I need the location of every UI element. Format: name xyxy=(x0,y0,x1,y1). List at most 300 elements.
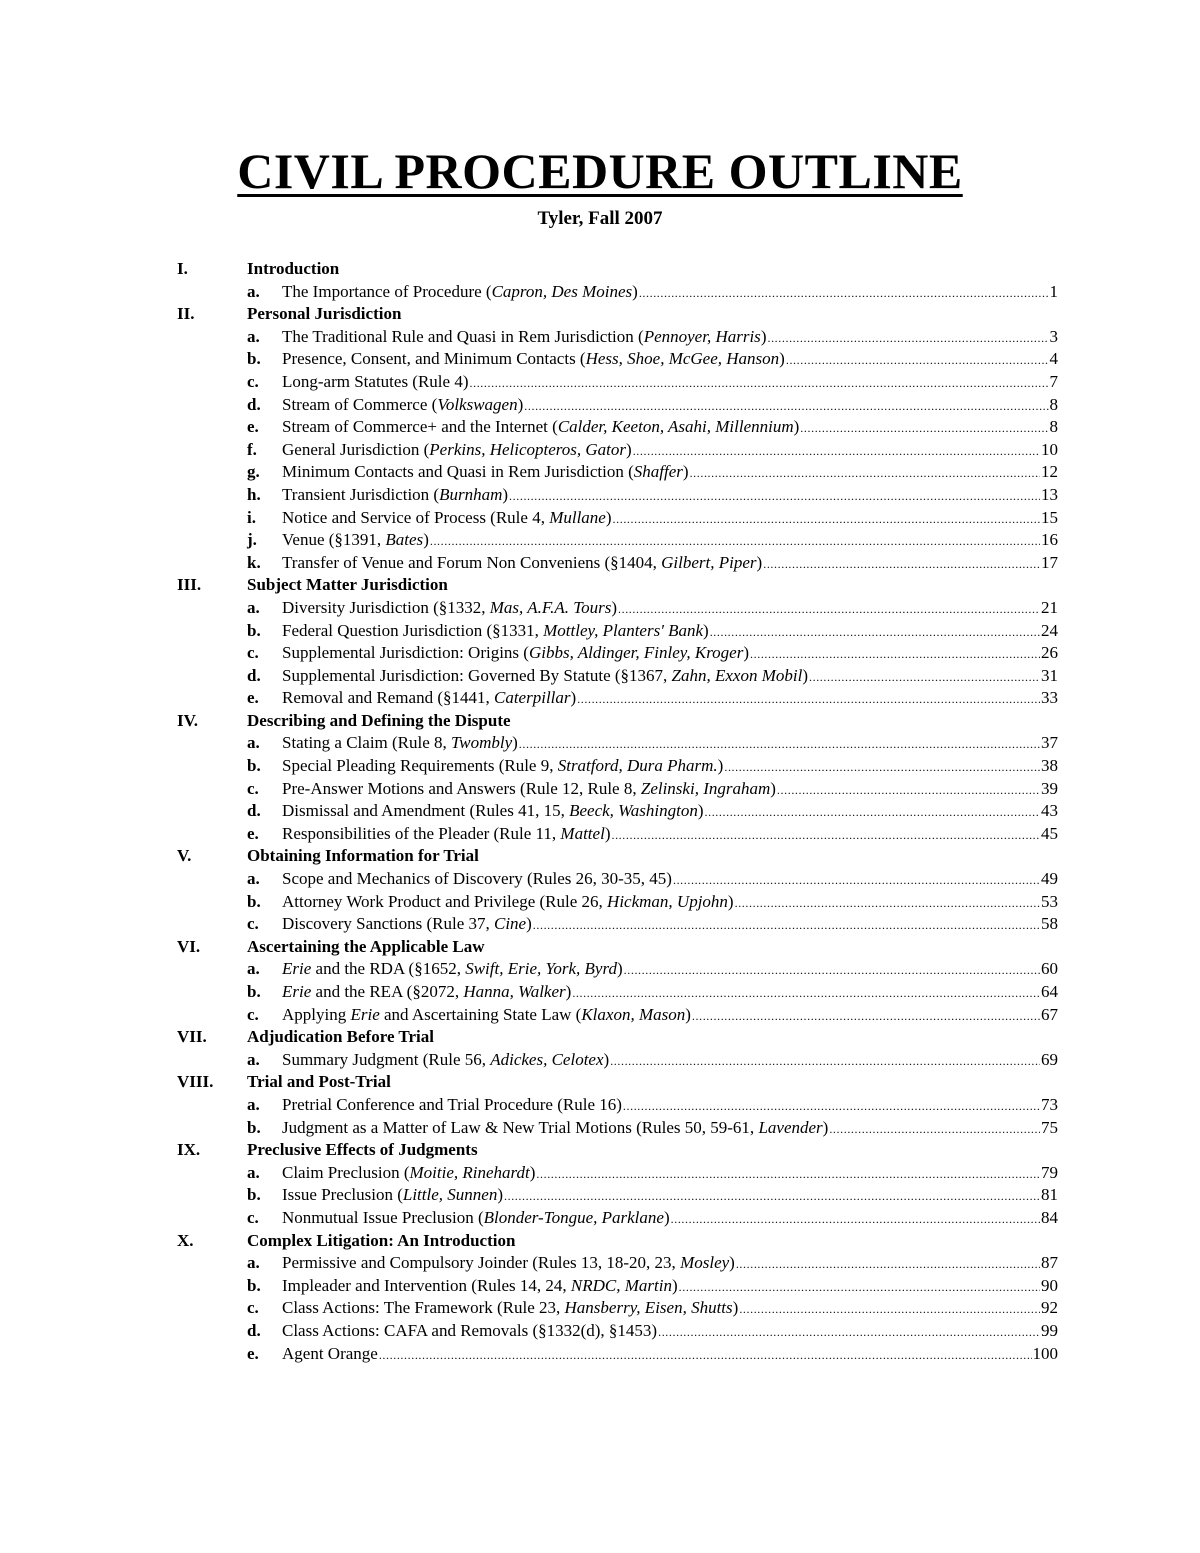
entry-title xyxy=(282,958,623,981)
section-number: VII. xyxy=(177,1027,207,1047)
case-name: Stratford, Dura Pharm. xyxy=(557,756,718,776)
entry-line xyxy=(282,687,1058,711)
entry-text-fragment: Discovery Sanctions (Rule 37, xyxy=(282,914,494,934)
dot-leader xyxy=(690,462,1040,485)
page-number: 26 xyxy=(1041,643,1058,663)
toc-entry[interactable] xyxy=(0,1275,1200,1298)
entry-letter: e. xyxy=(247,823,259,843)
entry-line xyxy=(282,823,1058,847)
entry-line xyxy=(282,665,1058,689)
section-heading-row xyxy=(0,936,1200,959)
entry-letter: h. xyxy=(247,484,261,504)
dot-leader xyxy=(611,824,1040,847)
entry-line xyxy=(282,891,1058,915)
entry-letter: d. xyxy=(247,665,261,685)
entry-line xyxy=(282,1184,1058,1208)
table-of-contents xyxy=(0,258,1200,1365)
entry-letter: a. xyxy=(247,733,260,753)
toc-entry[interactable] xyxy=(0,755,1200,778)
entry-letter: c. xyxy=(247,914,259,934)
page-number: 8 xyxy=(1049,394,1058,414)
entry-line xyxy=(282,778,1058,802)
dot-leader xyxy=(710,621,1040,644)
dot-leader xyxy=(809,666,1040,689)
section-title: Personal Jurisdiction xyxy=(247,304,402,324)
dot-leader xyxy=(800,417,1048,440)
entry-line xyxy=(282,1275,1058,1299)
entry-line xyxy=(282,529,1058,553)
toc-entry[interactable] xyxy=(0,1004,1200,1027)
entry-text-fragment: ) xyxy=(822,1117,829,1137)
toc-entry[interactable] xyxy=(0,981,1200,1004)
entry-text-fragment: Diversity Jurisdiction (§1332, xyxy=(282,597,490,617)
case-name: Swift, Erie, York, Byrd xyxy=(465,959,617,979)
page-number: 67 xyxy=(1041,1004,1058,1024)
entry-text-fragment: ) xyxy=(512,733,518,753)
section-heading-row xyxy=(0,1026,1200,1049)
toc-entry[interactable] xyxy=(0,1320,1200,1343)
entry-letter: g. xyxy=(247,462,260,482)
dot-leader xyxy=(536,1163,1040,1186)
toc-entry[interactable] xyxy=(0,642,1200,665)
case-name: Capron, Des Moines xyxy=(491,281,633,301)
entry-letter: e. xyxy=(247,417,259,437)
entry-text-fragment: Judgment as a Matter of Law & New Trial Motions (Rules 50, 59-61, xyxy=(282,1117,759,1137)
page-number: 69 xyxy=(1041,1049,1058,1069)
section-heading-row xyxy=(0,303,1200,326)
dot-leader xyxy=(577,688,1040,711)
page-number: 21 xyxy=(1041,597,1058,617)
entry-line xyxy=(282,1117,1058,1141)
entry-text-fragment: and the RDA (§1652, xyxy=(311,959,466,979)
entry-text-fragment: ) xyxy=(729,1253,735,1273)
entry-text-fragment: and Ascertaining State Law ( xyxy=(379,1004,582,1024)
entry-title xyxy=(282,868,672,891)
dot-leader xyxy=(470,372,1049,395)
entry-text-fragment: Permissive and Compulsory Joinder (Rules 13, 18-20, 23, xyxy=(282,1253,681,1273)
case-name: Perkins, Helicopteros, Gator xyxy=(429,439,627,459)
case-name: Burnham xyxy=(439,484,503,504)
toc-entry[interactable] xyxy=(0,1343,1200,1366)
section-title: Subject Matter Jurisdiction xyxy=(247,575,448,595)
dot-leader xyxy=(763,553,1040,576)
entry-text-fragment: Venue (§1391, xyxy=(282,530,386,550)
section-number: II. xyxy=(177,304,195,324)
toc-entry[interactable] xyxy=(0,732,1200,755)
entry-line xyxy=(282,1252,1058,1276)
entry-text-fragment: ) xyxy=(565,982,572,1001)
entry-letter: a. xyxy=(247,959,260,979)
entry-text-fragment: Responsibilities of the Pleader (Rule 11, xyxy=(282,823,561,843)
entry-text-fragment: Federal Question Jurisdiction (§1331, xyxy=(282,620,544,640)
entry-text-fragment: ) xyxy=(604,823,611,843)
entry-title xyxy=(282,642,749,665)
entry-text-fragment: ) xyxy=(697,801,704,821)
dot-leader xyxy=(430,530,1040,553)
entry-title xyxy=(282,371,469,394)
page-number: 75 xyxy=(1041,1117,1058,1137)
entry-text-fragment: ) xyxy=(603,1049,610,1069)
section-title: Obtaining Information for Trial xyxy=(247,846,479,866)
entry-letter: c. xyxy=(247,1004,259,1024)
entry-text-fragment: Transient Jurisdiction ( xyxy=(282,484,440,504)
entry-text-fragment: Summary Judgment (Rule 56, xyxy=(282,1049,491,1069)
dot-leader xyxy=(658,1321,1040,1344)
dot-leader xyxy=(519,733,1040,756)
case-name: Pennoyer, Harris xyxy=(643,326,761,346)
entry-text-fragment: ) xyxy=(626,439,632,459)
toc-entry[interactable] xyxy=(0,552,1200,575)
page-number: 49 xyxy=(1041,869,1058,889)
dot-leader xyxy=(724,756,1040,779)
page-number: 87 xyxy=(1041,1253,1058,1273)
section-title: Trial and Post-Trial xyxy=(247,1072,391,1092)
entry-letter: a. xyxy=(247,1253,260,1273)
entry-line xyxy=(282,439,1058,463)
case-name: Caterpillar xyxy=(494,688,571,708)
entry-text-fragment: ) xyxy=(717,756,724,776)
page-number: 58 xyxy=(1041,914,1058,934)
entry-line xyxy=(282,461,1058,485)
page-number: 92 xyxy=(1041,1298,1058,1318)
case-name: Cine xyxy=(494,914,527,934)
page-number: 3 xyxy=(1049,326,1058,346)
entry-text-fragment: Special Pleading Requirements (Rule 9, xyxy=(282,756,558,776)
toc-entry[interactable] xyxy=(0,326,1200,349)
entry-line xyxy=(282,484,1058,508)
case-name: Shaffer xyxy=(633,462,683,482)
section-heading-row xyxy=(0,258,1200,281)
entry-title xyxy=(282,1117,828,1140)
dot-leader xyxy=(679,1276,1040,1299)
entry-line xyxy=(282,913,1058,937)
case-name: Mosley xyxy=(680,1253,730,1273)
entry-letter: b. xyxy=(247,982,261,1001)
dot-leader xyxy=(692,1005,1040,1028)
entry-line xyxy=(282,800,1058,824)
entry-letter: d. xyxy=(247,1320,261,1340)
entry-line xyxy=(282,394,1058,418)
dot-leader xyxy=(572,982,1040,1005)
toc-entry[interactable] xyxy=(0,1184,1200,1207)
entry-letter: j. xyxy=(247,530,257,550)
entry-title xyxy=(282,1252,735,1275)
entry-letter: b. xyxy=(247,891,261,911)
section-heading-row xyxy=(0,1071,1200,1094)
section-number: I. xyxy=(177,259,188,278)
entry-title xyxy=(282,1162,535,1185)
toc-entry[interactable] xyxy=(0,958,1200,981)
toc-entry[interactable] xyxy=(0,416,1200,439)
section-heading-row xyxy=(0,1230,1200,1253)
page-number: 84 xyxy=(1041,1207,1058,1227)
toc-entry[interactable] xyxy=(0,1162,1200,1185)
toc-entry[interactable] xyxy=(0,620,1200,643)
section-title: Ascertaining the Applicable Law xyxy=(247,936,485,956)
page-number: 7 xyxy=(1049,371,1058,391)
page-number: 43 xyxy=(1041,801,1058,821)
entry-line xyxy=(282,416,1058,440)
entry-title xyxy=(282,913,532,936)
entry-text-fragment: ) xyxy=(517,394,524,414)
toc-entry[interactable] xyxy=(0,778,1200,801)
entry-title xyxy=(282,326,766,349)
entry-line xyxy=(282,981,1058,1005)
toc-entry[interactable] xyxy=(0,687,1200,710)
case-name: Volkswagen xyxy=(437,394,518,414)
case-name: Little, Sunnen xyxy=(402,1185,498,1205)
entry-title xyxy=(282,416,799,439)
entry-title xyxy=(282,823,610,846)
entry-letter: b. xyxy=(247,1117,261,1137)
entry-title xyxy=(282,439,632,462)
entry-line xyxy=(282,552,1058,576)
entry-text-fragment: Stream of Commerce ( xyxy=(282,394,438,414)
entry-letter: c. xyxy=(247,371,259,391)
toc-entry[interactable] xyxy=(0,461,1200,484)
case-name: Erie xyxy=(350,1004,380,1024)
entry-letter: e. xyxy=(247,1343,259,1363)
entry-line xyxy=(282,620,1058,644)
dot-leader xyxy=(750,643,1040,666)
dot-leader xyxy=(623,1095,1040,1118)
section-heading-row xyxy=(0,710,1200,733)
entry-text-fragment: ) xyxy=(779,349,785,369)
entry-text-fragment: Long-arm Statutes (Rule 4) xyxy=(282,371,469,391)
toc-entry[interactable] xyxy=(0,507,1200,530)
toc-entry[interactable] xyxy=(0,1252,1200,1275)
page-number: 15 xyxy=(1041,507,1058,527)
entry-title xyxy=(282,1320,657,1343)
toc-entry[interactable] xyxy=(0,439,1200,462)
dot-leader xyxy=(624,959,1040,982)
entry-letter: b. xyxy=(247,349,261,369)
dot-leader xyxy=(671,1208,1040,1231)
toc-entry[interactable] xyxy=(0,1094,1200,1117)
dot-leader xyxy=(786,349,1049,372)
section-heading-row xyxy=(0,1139,1200,1162)
dot-leader xyxy=(618,598,1040,621)
section-title: Adjudication Before Trial xyxy=(247,1027,434,1047)
entry-text-fragment: ) xyxy=(760,326,767,346)
case-name: Hess, Shoe, McGee, Hanson xyxy=(585,349,780,369)
toc-entry[interactable] xyxy=(0,868,1200,891)
entry-text-fragment: and the REA (§2072, xyxy=(311,982,464,1001)
entry-letter: b. xyxy=(247,756,261,776)
entry-letter: i. xyxy=(247,507,256,527)
entry-text-fragment: The Traditional Rule and Quasi in Rem Jurisdiction ( xyxy=(282,326,644,346)
entry-title xyxy=(282,1207,670,1230)
page-number: 10 xyxy=(1041,439,1058,459)
toc-entry[interactable] xyxy=(0,529,1200,552)
entry-line xyxy=(282,1094,1058,1118)
section-number: V. xyxy=(177,846,192,866)
case-name: Blonder-Tongue, Parklane xyxy=(483,1207,664,1227)
entry-line xyxy=(282,642,1058,666)
entry-line xyxy=(282,371,1058,395)
entry-title xyxy=(282,665,808,688)
entry-text-fragment: ) xyxy=(703,620,709,640)
toc-entry[interactable] xyxy=(0,484,1200,507)
dot-leader xyxy=(509,485,1040,508)
entry-title xyxy=(282,778,776,801)
entry-letter: f. xyxy=(247,439,257,459)
entry-letter: a. xyxy=(247,326,260,346)
entry-title xyxy=(282,1049,609,1072)
toc-entry[interactable] xyxy=(0,913,1200,936)
entry-title xyxy=(282,552,762,575)
section-title: Preclusive Effects of Judgments xyxy=(247,1140,478,1160)
entry-text-fragment: ) xyxy=(502,484,509,504)
case-name: Mullane xyxy=(549,507,606,527)
entry-text-fragment: Supplemental Jurisdiction: Origins ( xyxy=(282,643,529,663)
entry-text-fragment: ) xyxy=(727,891,734,911)
section-number: VIII. xyxy=(177,1072,214,1092)
toc-entry[interactable] xyxy=(0,1207,1200,1230)
entry-title xyxy=(282,800,704,823)
entry-title xyxy=(282,981,571,1004)
entry-line xyxy=(282,507,1058,531)
page-number: 37 xyxy=(1041,733,1058,753)
entry-letter: e. xyxy=(247,688,259,708)
section-heading-row xyxy=(0,845,1200,868)
entry-text-fragment: Attorney Work Product and Privilege (Rule 26, xyxy=(282,891,608,911)
entry-letter: b. xyxy=(247,1185,261,1205)
page-number: 24 xyxy=(1041,620,1058,640)
entry-text-fragment: Pre-Answer Motions and Answers (Rule 12, Rule 8, xyxy=(282,778,641,798)
entry-title xyxy=(282,687,576,710)
case-name: Gilbert, Piper xyxy=(661,552,757,572)
entry-line xyxy=(282,1162,1058,1186)
page-number: 90 xyxy=(1041,1275,1058,1295)
entry-text-fragment: ) xyxy=(632,281,638,301)
entry-text-fragment: Presence, Consent, and Minimum Contacts ( xyxy=(282,349,586,369)
document-title: CIVIL PROCEDURE OUTLINE xyxy=(237,143,963,199)
case-name: Hansberry, Eisen, Shutts xyxy=(564,1298,733,1318)
entry-line xyxy=(282,326,1058,350)
toc-entry[interactable] xyxy=(0,597,1200,620)
entry-title xyxy=(282,529,429,552)
toc-entry[interactable] xyxy=(0,1049,1200,1072)
toc-entry[interactable] xyxy=(0,371,1200,394)
entry-text-fragment: ) xyxy=(423,530,429,550)
toc-entry[interactable] xyxy=(0,1297,1200,1320)
entry-line xyxy=(282,1004,1058,1028)
entry-text-fragment: ) xyxy=(605,507,612,527)
toc-entry[interactable] xyxy=(0,891,1200,914)
entry-text-fragment: Applying xyxy=(282,1004,351,1024)
toc-entry[interactable] xyxy=(0,281,1200,304)
page-number: 16 xyxy=(1041,530,1058,550)
entry-title xyxy=(282,348,785,371)
case-name: Zahn, Exxon Mobil xyxy=(671,665,803,685)
entry-letter: b. xyxy=(247,1275,261,1295)
case-name: Erie xyxy=(282,959,312,979)
entry-letter: a. xyxy=(247,1162,260,1182)
entry-letter: c. xyxy=(247,643,259,663)
section-heading-row xyxy=(0,574,1200,597)
page-number: 79 xyxy=(1041,1162,1058,1182)
entry-text-fragment: ) xyxy=(570,688,577,708)
entry-line xyxy=(282,868,1058,892)
dot-leader xyxy=(613,508,1040,531)
case-name: Erie xyxy=(282,982,312,1001)
entry-text-fragment: Removal and Remand (§1441, xyxy=(282,688,494,708)
entry-text-fragment: Dismissal and Amendment (Rules 41, 15, xyxy=(282,801,570,821)
entry-text-fragment: Class Actions: CAFA and Removals (§1332(d), §1453) xyxy=(282,1320,658,1340)
entry-text-fragment: Claim Preclusion ( xyxy=(282,1162,410,1182)
section-title: Complex Litigation: An Introduction xyxy=(247,1230,516,1250)
toc-entry[interactable] xyxy=(0,348,1200,371)
page-number: 60 xyxy=(1041,959,1058,979)
dot-leader xyxy=(767,327,1048,350)
entry-title xyxy=(282,732,518,755)
case-name: Mattel xyxy=(560,823,605,843)
entry-letter: a. xyxy=(247,597,260,617)
entry-line xyxy=(282,1320,1058,1344)
case-name: Klaxon, Mason xyxy=(581,1004,686,1024)
document-subtitle: Tyler, Fall 2007 xyxy=(537,208,663,229)
entry-text-fragment: ) xyxy=(682,462,689,482)
entry-text-fragment: ) xyxy=(616,959,623,979)
case-name: Calder, Keeton, Asahi, Millennium xyxy=(557,417,794,437)
toc-entry[interactable] xyxy=(0,823,1200,846)
page-number: 38 xyxy=(1041,756,1058,776)
page-number: 39 xyxy=(1041,778,1058,798)
section-number: VI. xyxy=(177,936,201,956)
entry-letter: c. xyxy=(247,1207,259,1227)
entry-text-fragment: Nonmutual Issue Preclusion ( xyxy=(282,1207,484,1227)
case-name: Gibbs, Aldinger, Finley, Kroger xyxy=(528,643,744,663)
section-title: Describing and Defining the Dispute xyxy=(247,710,511,730)
page-number: 12 xyxy=(1041,462,1058,482)
entry-title xyxy=(282,620,709,643)
dot-leader xyxy=(524,395,1048,418)
toc-entry[interactable] xyxy=(0,665,1200,688)
toc-entry[interactable] xyxy=(0,394,1200,417)
entry-text-fragment: Transfer of Venue and Forum Non Conveniens (§1404, xyxy=(282,552,662,572)
entry-line xyxy=(282,597,1058,621)
entry-title xyxy=(282,281,638,304)
dot-leader xyxy=(777,779,1040,802)
entry-title xyxy=(282,755,723,778)
page-number: 4 xyxy=(1049,349,1058,369)
entry-text-fragment: Pretrial Conference and Trial Procedure (Rule 16) xyxy=(282,1094,622,1114)
page-number: 73 xyxy=(1041,1094,1058,1114)
case-name: Zelinski, Ingraham xyxy=(640,778,771,798)
entry-text-fragment: ) xyxy=(793,417,800,437)
entry-letter: k. xyxy=(247,552,261,572)
section-title: Introduction xyxy=(247,259,340,278)
page-number: 13 xyxy=(1041,484,1058,504)
entry-title xyxy=(282,1184,503,1207)
entry-title xyxy=(282,597,617,620)
entry-text-fragment: ) xyxy=(671,1275,678,1295)
case-name: Mas, A.F.A. Tours xyxy=(489,597,612,617)
page-number: 33 xyxy=(1041,688,1058,708)
page-number: 31 xyxy=(1041,665,1058,685)
entry-text-fragment: Notice and Service of Process (Rule 4, xyxy=(282,507,550,527)
entry-text-fragment: Class Actions: The Framework (Rule 23, xyxy=(282,1298,565,1318)
entry-title xyxy=(282,461,689,484)
entry-letter: a. xyxy=(247,1094,260,1114)
entry-letter: c. xyxy=(247,778,259,798)
dot-leader xyxy=(379,1344,1032,1367)
toc-entry[interactable] xyxy=(0,1117,1200,1140)
dot-leader xyxy=(504,1185,1040,1208)
toc-entry[interactable] xyxy=(0,800,1200,823)
entry-title xyxy=(282,507,612,530)
